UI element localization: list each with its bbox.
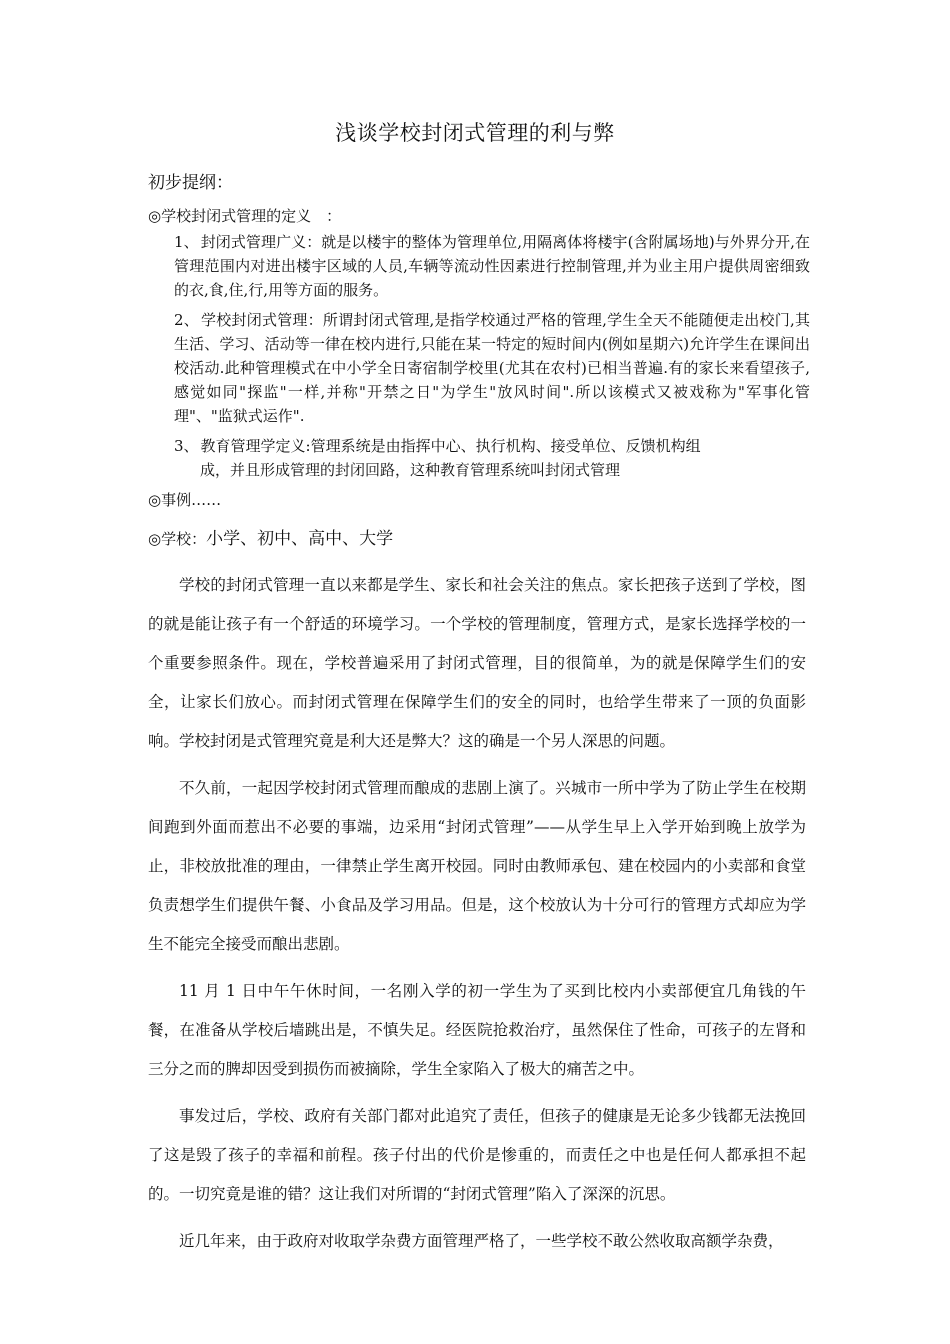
definition-item-number: 1、 [174,233,199,251]
definition-item-number: 2、 [174,311,200,329]
definition-item [174,230,810,302]
definition-heading: ◎学校封闭式管理的定义 ： [148,207,342,225]
body-paragraph: 不久前，一起因学校封闭式管理而酿成的悲剧上演了。兴城市一所中学为了防止学生在校期间跑到外面而惹出不必要的事端，边采用“封闭式管理”——从学生早上入学开始到晚上放学为止，非校放批准的理由，一律禁止学生离开校园。同时由教师承包、建在校园内的小卖部和食堂负责想学生们提供午餐、小食品及学习用品。但是，这个校放认为十分可行的管理方式却应为学生不能完全接受而酿出悲剧。 [148,779,806,953]
outline-heading: 初步提纲： [148,173,233,193]
body-paragraph: 事发过后，学校、政府有关部门都对此追究了责任，但孩子的健康是无论多少钱都无法挽回了这是毁了孩子的幸福和前程。孩子付出的代价是惨重的，而责任之中也是任何人都承担不起的。一切究竟是谁的错？这让我们对所谓的“封闭式管理”陷入了深深的沉思。 [148,1107,806,1203]
schools-heading-prefix: ◎学校： [148,530,207,548]
body-paragraph: 近几年来，由于政府对收取学杂费方面管理严格了，一些学校不敢公然收取高额学杂费， [179,1232,784,1250]
body-paragraph: 11 月 1 日中午午休时间，一名刚入学的初一学生为了买到比校内小卖部便宜几角钱的午餐，在准备从学校后墙跳出是，不慎失足。经医院抢救治疗，虽然保住了性命，可孩子的左肾和三分之而的脾却因受到损伤而被摘除，学生全家陷入了极大的痛苦之中。 [148,982,806,1078]
cases-heading: ◎事例…… [148,491,222,509]
definition-item-number: 3、 [174,437,199,455]
body-paragraph: 学校的封闭式管理一直以来都是学生、家长和社会关注的焦点。家长把孩子送到了学校，图的就是能让孩子有一个舒适的环境学习。一个学校的管理制度，管理方式，是家长选择学校的一个重要参照条件。现在，学校普遍采用了封闭式管理，目的很简单，为的就是保障学生们的安全，让家长们放心。而封闭式管理在保障学生们的安全的同时，也给学生带来了一顶的负面影响。学校封闭是式管理究竟是利大还是弊大？这的确是一个另人深思的问题。 [148,576,806,750]
definition-item [174,434,810,482]
schools-heading [148,526,393,552]
definition-item-text: 学校封闭式管理：所谓封闭式管理,是指学校通过严格的管理,学生全天不能随便走出校门,其生活、学习、活动等一律在校内进行,只能在某一特定的短时间内(例如星期六)允许学生在课间出校活动.此种管理模式在中小学全日寄宿制学校里(尤其在农村)已相当普遍.有的家长来看望孩子,感觉如同"探监"一样,并称"开禁之日"为学生"放风时间".所以该模式又被戏称为"军事化管理"、"监狱式运作". [174,311,810,425]
definition-item [174,308,810,428]
definition-item-text: 教育管理学定义:管理系统是由指挥中心、执行机构、接受单位、反馈机构组 [200,437,701,455]
schools-heading-text: 小学、初中、高中、大学 [206,529,394,549]
definition-item-text: 封闭式管理广义：就是以楼宇的整体为管理单位,用隔离体将楼宇(含附属场地)与外界分开,在管理范围内对进出楼宇区域的人员,车辆等流动性因素进行控制管理,并为业主用户提供周密细致的衣,食,住,行,用等方面的服务。 [174,233,811,299]
document-title: 浅谈学校封闭式管理的利与弊 [335,121,615,145]
article-body [148,566,806,1261]
definition-item-text-continued: 成，并且形成管理的封闭回路，这种教育管理系统叫封闭式管理 [200,461,621,479]
